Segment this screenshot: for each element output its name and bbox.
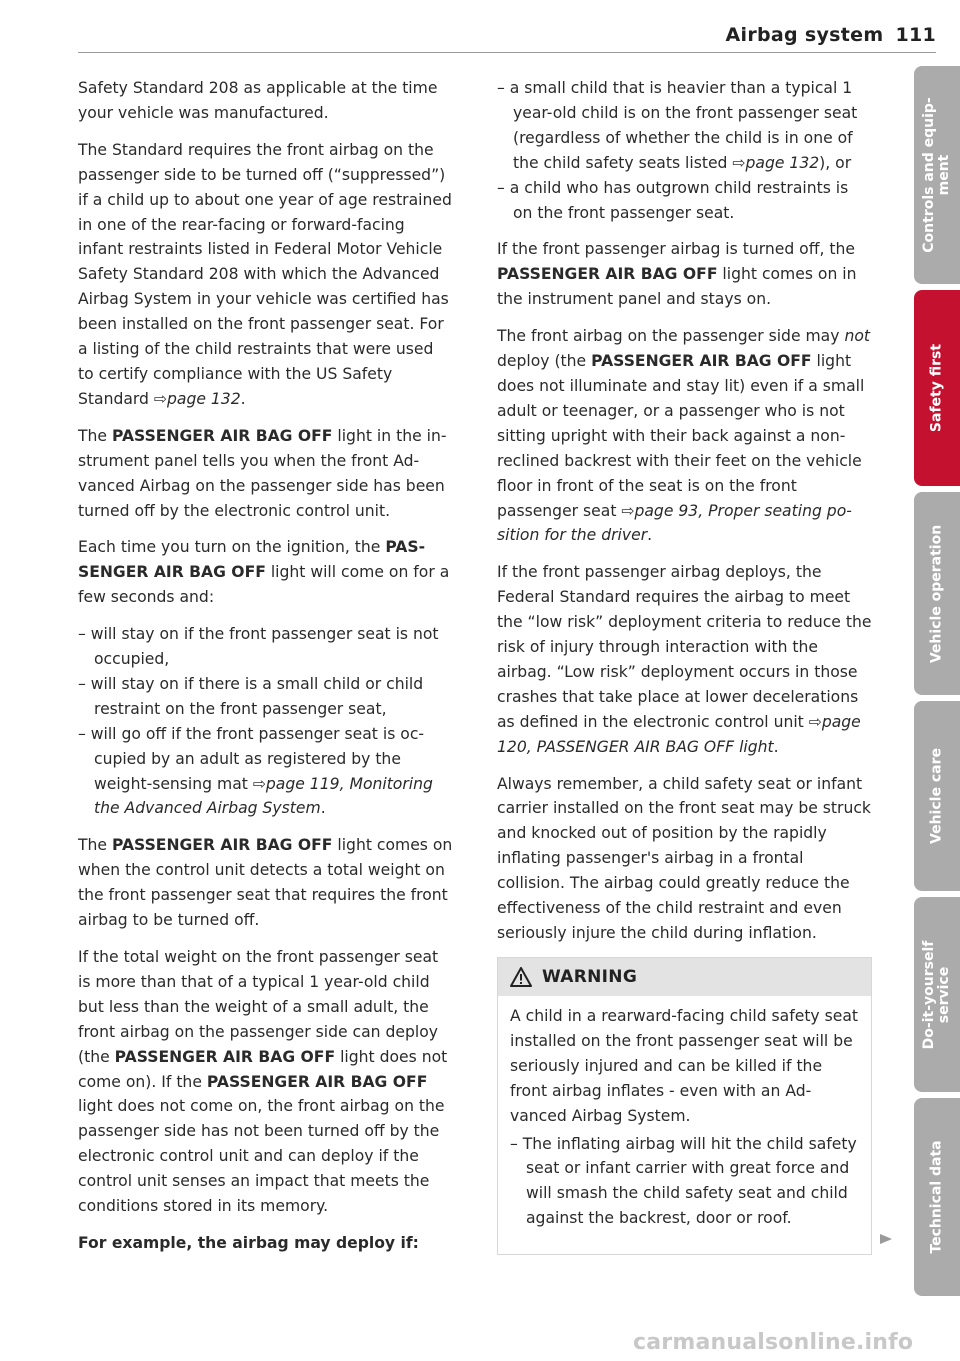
paragraph: The PASSENGER AIR BAG OFF light in the instrument panel tells you when the front Advanced Airbag on the passenger side has been turned off by the electronic control unit. bbox=[78, 426, 447, 520]
warning-box bbox=[497, 957, 872, 1255]
page-header bbox=[726, 24, 936, 46]
sidebar-tab-label: Technical data bbox=[928, 1140, 945, 1254]
header-rule bbox=[78, 52, 936, 53]
sidebar-tab-label: Do-it-yourself service bbox=[921, 940, 952, 1049]
page-number: 111 bbox=[895, 24, 936, 46]
sidebar-tab-safety[interactable] bbox=[914, 290, 960, 486]
page-reference-link[interactable]: page 93, Proper seating position for the driver bbox=[497, 501, 852, 545]
paragraph: The PASSENGER AIR BAG OFF light comes on when the control unit detects a total weight on the front passenger seat that requires the front airbag to be turned off. bbox=[78, 836, 453, 930]
paragraph: The front airbag on the passenger side may not deploy (the PASSENGER AIR BAG OFF light does not illuminate and stay lit) even if a small adult or teenager, or a passenger who is not sitting upright with their back against a non-reclined backrest with their feet on the vehicle floor in front of the seat is on the front passenger seat ⇨page 93, Proper seating position for the driver. bbox=[497, 327, 870, 545]
list-item: – will stay on if there is a small child or child restraint on the front passenger seat, bbox=[78, 672, 453, 722]
arrow-right-icon: ⇨ bbox=[153, 389, 167, 408]
watermark: carmanualsonline.info bbox=[633, 1330, 914, 1355]
continue-arrow-icon bbox=[879, 1233, 893, 1245]
sidebar-tab-vehicle-operation[interactable] bbox=[914, 492, 960, 695]
example-heading: For example, the airbag may deploy if: bbox=[78, 1233, 419, 1252]
bullet-list bbox=[497, 76, 872, 225]
paragraph: If the front passenger airbag deploys, the Federal Standard requires the airbag to meet the “low risk” deployment criteria to reduce the risk of injury through interaction with the airbag. “Low risk” deployment occurs in those crashes that take place at lower decelerations as defined in the electronic control unit ⇨page 120, PASSENGER AIR BAG OFF light. bbox=[497, 563, 872, 756]
warning-triangle-icon bbox=[510, 967, 532, 987]
paragraph: If the front passenger airbag is turned off, the PASSENGER AIR BAG OFF light comes on in the instrument panel and stays on. bbox=[497, 240, 857, 309]
arrow-right-icon: ⇨ bbox=[732, 153, 746, 172]
list-item: – will go off if the front passenger seat is occupied by an adult as registered by the weight-sensing mat ⇨page 119, Monitoring the Advanced Airbag System. bbox=[78, 722, 453, 822]
sidebar-tab-controls[interactable] bbox=[914, 66, 960, 284]
paragraph: A child in a rearward-facing child safety seat installed on the front passenger seat will be seriously injured and can be killed if the front airbag inflates - even with an Advanced Airbag System. bbox=[510, 1007, 859, 1125]
page-reference-link[interactable]: page 119, Monitoring the Advanced Airbag System bbox=[94, 774, 433, 818]
warning-body bbox=[498, 996, 871, 1231]
sidebar-tab-label: Controls and equip- ment bbox=[921, 97, 952, 253]
bullet-list bbox=[510, 1132, 859, 1232]
sidebar-tab-do-it-yourself[interactable] bbox=[914, 897, 960, 1092]
sidebar-tab-vehicle-care[interactable] bbox=[914, 701, 960, 891]
bullet-list bbox=[78, 622, 453, 821]
list-item: – will stay on if the front passenger seat is not occupied, bbox=[78, 622, 453, 672]
page-reference-link[interactable]: page 120, PASSENGER AIR BAG OFF light bbox=[497, 712, 861, 756]
paragraph: The Standard requires the front airbag on the passenger side to be turned off (“suppressed”) if a child up to about one year of age restrained in one of the rear-facing or forward-facing infant restraints listed in Federal Motor Vehicle Safety Standard 208 with which the Advanced Airbag System in your vehicle was certified has been installed on the front passenger seat. For a listing of the child restraints that were used to certify compliance with the US Safety Standard ⇨page 132. bbox=[78, 140, 452, 408]
list-item: – The inflating airbag will hit the child safety seat or infant carrier with great force and will smash the child safety seat and child against the backrest, door or roof. bbox=[510, 1132, 859, 1232]
section-title: Airbag system bbox=[725, 24, 884, 46]
arrow-right-icon: ⇨ bbox=[621, 501, 635, 520]
paragraph: Safety Standard 208 as applicable at the time your vehicle was manufactured. bbox=[78, 79, 438, 122]
paragraph: If the total weight on the front passenger seat is more than that of a typical 1 year-old child but less than the weight of a small adult, the front airbag on the passenger side can deploy (the PASSENGER AIR BAG OFF light does not come on). If the PASSENGER AIR BAG OFF light does not come on, the front airbag on the passenger side has not been turned off by the electronic control unit and can deploy if the control unit senses an impact that meets the conditions stored in its memory. bbox=[78, 948, 448, 1216]
left-column bbox=[78, 76, 453, 1268]
sidebar-tab-technical-data[interactable] bbox=[914, 1098, 960, 1296]
sidebar-tab-label: Vehicle care bbox=[928, 748, 945, 844]
warning-header bbox=[498, 958, 871, 996]
paragraph: Each time you turn on the ignition, the PASSENGER AIR BAG OFF light will come on for a few seconds and: bbox=[78, 538, 450, 607]
arrow-right-icon: ⇨ bbox=[808, 712, 822, 731]
page-reference-link[interactable]: page 132 bbox=[745, 153, 820, 172]
sidebar-tab-label: Safety first bbox=[928, 343, 945, 433]
list-item: – a small child that is heavier than a typical 1 year-old child is on the front passenger seat (regardless of whether the child is in one of the child safety seats listed ⇨page 132), or bbox=[497, 76, 872, 176]
paragraph: Always remember, a child safety seat or infant carrier installed on the front seat may be struck and knocked out of position by the rapidly inflating passenger's airbag in a frontal collision. The airbag could greatly reduce the effectiveness of the child restraint and even seriously injure the child during inflation. bbox=[497, 774, 871, 942]
arrow-right-icon: ⇨ bbox=[252, 774, 266, 793]
list-item: – a child who has outgrown child restraints is on the front passenger seat. bbox=[497, 176, 872, 226]
sidebar-tab-label: Vehicle operation bbox=[928, 524, 945, 663]
warning-title: WARNING bbox=[542, 967, 638, 987]
right-column bbox=[497, 76, 872, 958]
page-reference-link[interactable]: page 132 bbox=[166, 389, 241, 408]
